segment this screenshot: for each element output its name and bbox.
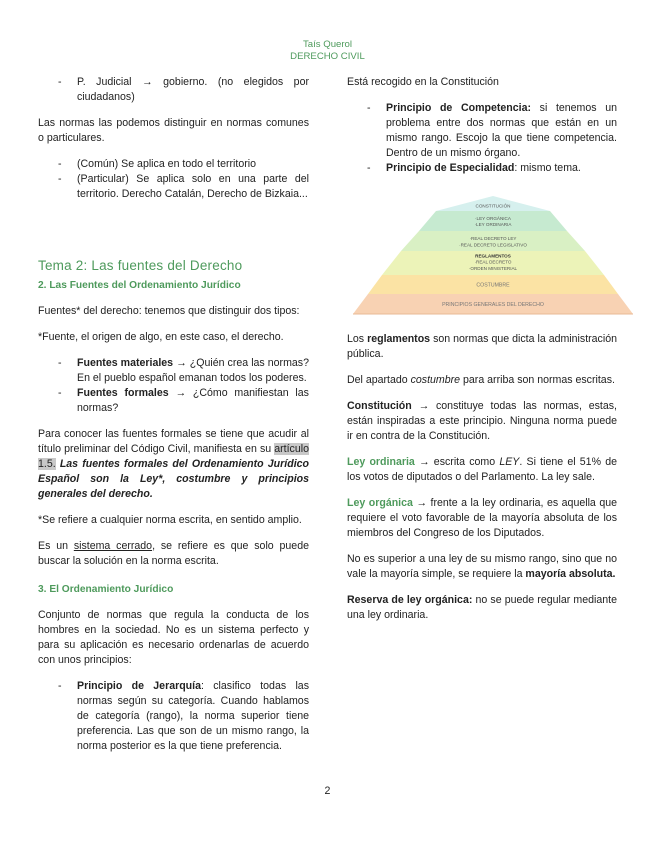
- pyramid-label-orden-ministerial: ·ORDEN MINISTERIAL: [468, 266, 518, 271]
- text-costumbre-b: para arriba son normas escritas.: [460, 374, 615, 386]
- text-costumbre-em: costumbre: [410, 374, 461, 386]
- text-cerrado-b: , se refiere es que solo puede buscar la solución en la norma escrita.: [38, 540, 309, 567]
- list-item-particular: - (Particular) Se aplica solo en una parte del territorio. Derecho Catalán, Derecho de Bizkaia...: [38, 172, 309, 202]
- page-number: 2: [324, 785, 331, 797]
- text-formales: → ¿Cómo manifiestan las normas?: [77, 387, 309, 414]
- term-formales: Fuentes formales: [77, 387, 169, 399]
- text-fuentes-formales: Las fuentes formales del Ordenamiento Jurídico Español son la Ley*, costumbre y principios generales del derecho.: [38, 458, 309, 500]
- paragraph-reserva: [347, 593, 617, 623]
- text-reglamentos-b: son normas que dicta la administración pública.: [347, 333, 617, 360]
- text-jerarquia: : clasifico todas las normas según su categoría. Cuando hablamos de categoría (rango), la norma superior tiene preferencia. Las que son de un mismo rango, la norma posterior es la que tiene preferencia.: [77, 680, 309, 752]
- section-3-title: 3. El Ordenamiento Jurídico: [38, 584, 174, 595]
- text-conocer: Para conocer las fuentes formales se tiene que acudir al título preliminar del Código Civil, manifiesta en su: [38, 428, 309, 455]
- pyramid-level-leyes: [419, 211, 567, 231]
- term-constitucion: Constitución: [347, 400, 412, 412]
- term-ley-organica: Ley orgánica: [347, 497, 413, 509]
- paragraph-normas: Las normas las podemos distinguir en normas comunes o particulares.: [38, 117, 309, 144]
- text-especialidad: : mismo tema.: [514, 162, 581, 174]
- list-item-competencia: [347, 101, 617, 161]
- paragraph-conocer: [38, 427, 309, 502]
- paragraph-ley-ordinaria: [347, 455, 617, 485]
- term-materiales: Fuentes materiales: [77, 357, 174, 369]
- text-costumbre-a: Del apartado: [347, 374, 411, 386]
- hierarchy-pyramid: [353, 196, 633, 318]
- paragraph-ley-organica: [347, 496, 617, 541]
- text-materiales: → ¿Quién crea las normas? En el pueblo español emanan todos los poderes.: [77, 357, 309, 384]
- pyramid-label-real-decreto-legislativo: ·REAL DECRETO LEGISLATIVO: [459, 242, 527, 248]
- text-ley-organica: → frente a la ley ordinaria, es aquella que requiere el voto favorable de la mayoría absoluta de los miembros del Congreso de los Diputados.: [347, 497, 618, 539]
- text-ordinaria-b: . Si tiene el 51% de los votos de diputados o del Parlamento. La ley sale.: [347, 456, 617, 483]
- highlight-articulo: artículo: [274, 443, 309, 455]
- paragraph-costumbre: [347, 373, 617, 388]
- list-item-judicial: - P. Judicial → gobierno. (no elegidos por ciudadanos): [38, 75, 309, 105]
- paragraph-constitucion: [347, 399, 617, 444]
- pyramid-label-principios: PRINCIPIOS GENERALES DEL DERECHO: [442, 302, 544, 308]
- list-item-especialidad: [347, 161, 617, 176]
- text-ordinaria-a: → escrita como: [414, 456, 500, 468]
- term-jerarquia: Principio de Jerarquía: [77, 680, 201, 692]
- term-competencia: Principio de Competencia:: [386, 102, 532, 114]
- text-reglamentos-a: Los: [347, 333, 368, 345]
- text-superior-a: No es superior a una ley de su mismo rango, sino que no vale la mayoría simple, se requiere la: [347, 553, 617, 580]
- highlight-articulo-num: 1.5.: [38, 458, 56, 470]
- term-mayoria-absoluta: mayoría absoluta.: [525, 568, 616, 580]
- pyramid-label-constitucion: CONSTITUCIÓN: [475, 203, 511, 209]
- paragraph-reglamentos: [347, 332, 617, 362]
- list-item-formales: [38, 386, 309, 416]
- paragraph-constitucion-line: Está recogido en la Constitución: [347, 76, 499, 88]
- paragraph-ley-note: *Se refiere a cualquier norma escrita, en sentido amplio.: [38, 514, 302, 526]
- text-reserva: no se puede regular mediante una ley ordinaria.: [347, 594, 617, 621]
- pyramid-label-costumbre: COSTUMBRE: [476, 282, 510, 289]
- paragraph-fuentes: Fuentes* del derecho: tenemos que distinguir dos tipos:: [38, 305, 300, 317]
- text-sistema-cerrado: sistema cerrado: [73, 540, 153, 552]
- list-item-jerarquia: [38, 679, 309, 754]
- pyramid-label-real-decreto: ·REAL DECRETO: [474, 259, 512, 265]
- term-reserva: Reserva de ley orgánica:: [347, 594, 473, 606]
- left-column: [38, 75, 309, 754]
- paragraph-fuente-def: *Fuente, el origen de algo, en este caso, el derecho.: [38, 331, 284, 343]
- paragraph-sistema-cerrado: [38, 539, 309, 569]
- text-competencia: si tenemos un problema entre dos normas que están en un mismo rango. Escojo la que tiene competencia. Dentro de un mismo órgano.: [386, 102, 617, 159]
- pyramid-level-real-decreto: [401, 231, 585, 251]
- pyramid-label-ley-organica: ·LEY ORGÁNICA: [475, 216, 511, 221]
- pyramid-label-ley-ordinaria: ·LEY ORDINARIA: [474, 222, 512, 227]
- text-constitucion: → constituye todas las normas, estas, están inspiradas a este principio. Ninguna norma puede ir en contra de la Constitución.: [347, 400, 617, 442]
- paragraph-no-superior: [347, 552, 617, 582]
- section-2-title: 2. Las Fuentes del Ordenamiento Jurídico: [38, 280, 241, 291]
- tema-title: Tema 2: Las fuentes del Derecho: [38, 258, 243, 273]
- right-column-lower: [347, 332, 617, 623]
- list-item-comun: - (Común) Se aplica en todo el territorio: [38, 157, 309, 172]
- pyramid-label-real-decreto-ley: ·REAL DECRETO LEY: [469, 236, 517, 241]
- text-ordinaria-em: LEY: [499, 456, 520, 468]
- header-author: Taís Querol: [302, 39, 353, 50]
- term-reglamentos: reglamentos: [367, 333, 431, 345]
- header-subject: DERECHO CIVIL: [290, 51, 365, 62]
- list-item-materiales: [38, 356, 309, 386]
- right-column: [347, 75, 617, 176]
- paragraph-conjunto: Conjunto de normas que regula la conducta de los hombres en la sociedad. No es un sistema perfecto y para su aplicación es necesario ordenarlas de acuerdo con unos principios:: [38, 609, 309, 666]
- term-especialidad: Principio de Especialidad: [386, 162, 515, 174]
- pyramid-label-reglamentos: REGLAMENTOS: [475, 253, 511, 259]
- text-cerrado-a: Es un: [38, 540, 74, 552]
- term-ley-ordinaria: Ley ordinaria: [347, 456, 415, 468]
